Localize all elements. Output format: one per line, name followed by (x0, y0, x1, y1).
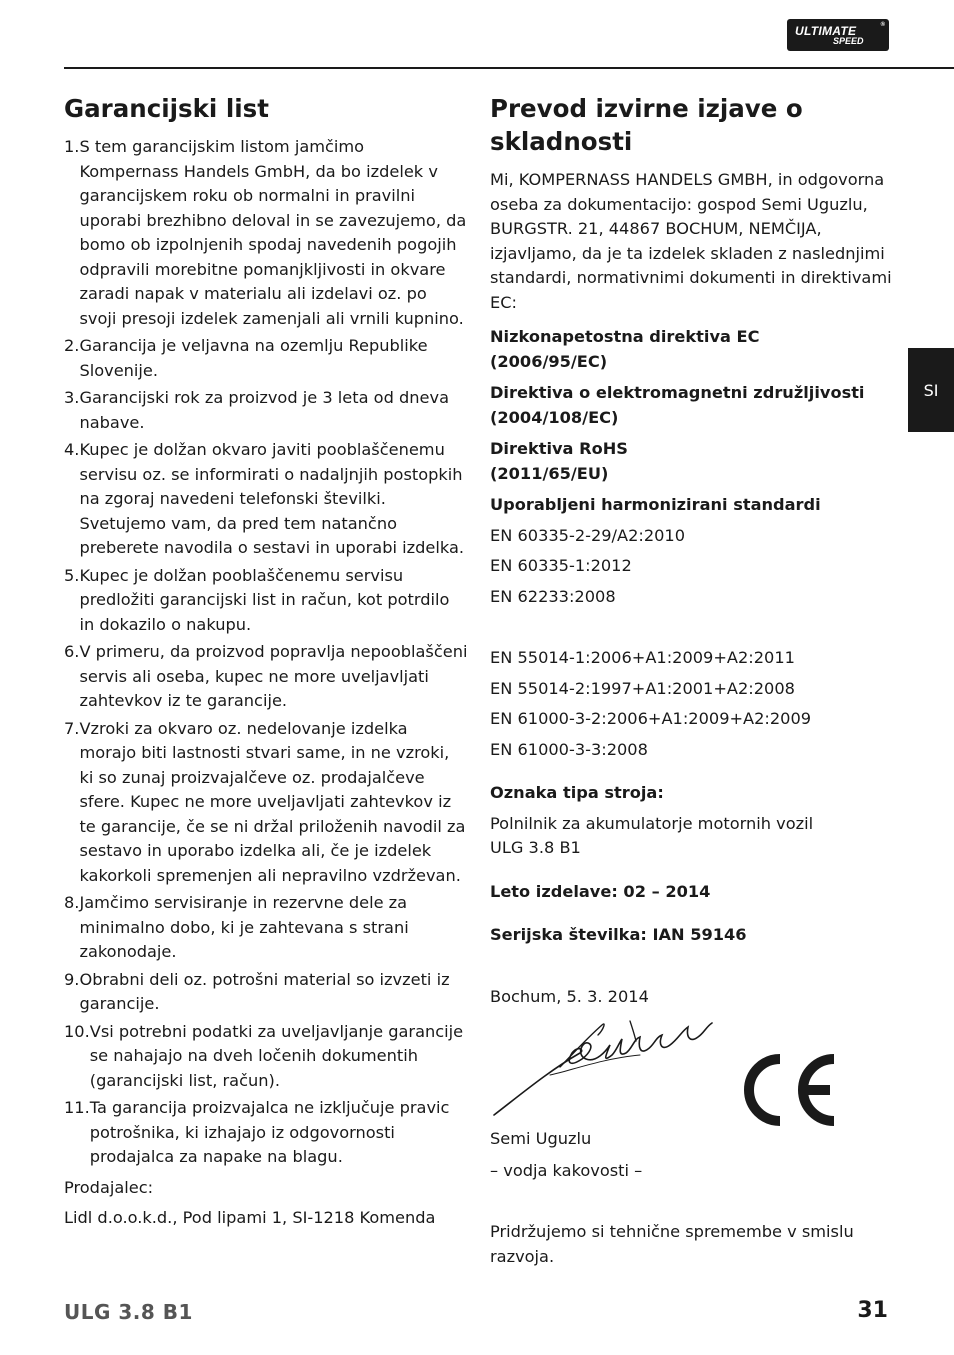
list-item: 4. Kupec je dolžan okvaro javiti pooblaščenemu servisu oz. se informirati o nadaljnjih postopkih na zgoraj navedeni telefonski številki. Svetujemo vam, da pred tem natančno preberete navodila o sestavi in uporabi izdelka. (64, 440, 465, 558)
signature-image (490, 1015, 722, 1121)
directive-code: (2011/65/EU) (490, 463, 609, 483)
standard-item: EN 55014-2:1997+A1:2001+A2:2008 (490, 678, 795, 698)
brand-logo (787, 19, 889, 51)
place-date: Bochum, 5. 3. 2014 (490, 986, 649, 1006)
list-item: 10. Vsi potrebni podatki za uveljavljanje garancije se nahajajo na dveh ločenih dokumentih (garancijski list, račun). (64, 1021, 464, 1090)
directive-name: Direktiva o elektromagnetni združljivosti (490, 383, 865, 403)
list-item: 7. Vzroki za okvaro oz. nedelovanje izdelka morajo biti lastnosti stvari same, in ne vzroki, ki so zunaj proizvajalčeve oz. prodajalčeve sfere. Kupec ne more uveljavljati zahtevkov iz te garancije, če se ni držal priloženih navodil za sestavo in uporabo izdelka ali, če je izdelek kakorkoli spremenjen ali nepravilno vzdrževan. (64, 718, 466, 885)
standard-item: EN 62233:2008 (490, 586, 616, 606)
signer-role: – vodja kakovosti – (490, 1160, 643, 1180)
declaration-intro: Mi, KOMPERNASS HANDELS GMBH, in odgovorna oseba za dokumentacijo: gospod Semi Uguzlu, BURGSTR. 21, 44867 BOCHUM, NEMČIJA, izjavljamo, da je ta izdelek skladen z naslednjimi standardi, normativnimi dokumenti in direktivami EC: (490, 170, 892, 312)
standard-item: EN 55014-1:2006+A1:2009+A2:2011 (490, 648, 795, 668)
standard-item: EN 61000-3-3:2008 (490, 739, 648, 759)
directive-name: Nizkonapetostna direktiva EC (490, 327, 760, 347)
list-item: 9. Obrabni deli oz. potrošni material so izvzeti iz garancije. (64, 969, 450, 1014)
serial-number: Serijska številka: IAN 59146 (490, 925, 747, 945)
revision-note: Pridržujemo si tehnične spremembe v smislu razvoja. (490, 1222, 854, 1266)
list-item: 6. V primeru, da proizvod popravlja nepooblaščeni servis ali oseba, kupec ne more uveljavljati zahtevkov iz te garancije. (64, 642, 468, 711)
warranty-column (64, 92, 468, 1231)
list-item: 8. Jamčimo servisiranje in rezervne dele za minimalno dobo, ki je zahtevana s strani zakonodaje. (64, 893, 409, 962)
standards-heading: Uporabljeni harmonizirani standardi (490, 495, 821, 515)
logo-line1: ULTIMATE (795, 23, 857, 38)
page-number: 31 (857, 1298, 888, 1323)
ce-mark-icon (734, 1051, 840, 1129)
warranty-list (64, 135, 468, 1170)
production-year: Leto izdelave: 02 – 2014 (490, 881, 711, 901)
list-item: 3. Garancijski rok za proizvod je 3 leta od dneva nabave. (64, 388, 449, 432)
declaration-column (490, 92, 895, 1269)
list-item: 5. Kupec je dolžan pooblaščenemu servisu predložiti garancijski list in račun, kot potrdilo in dokazilo o nakupu. (64, 565, 450, 634)
directive-code: (2006/95/EC) (490, 351, 608, 371)
standard-item: EN 61000-3-2:2006+A1:2009+A2:2009 (490, 709, 812, 729)
type-value: Polnilnik za akumulatorje motornih vozil (490, 813, 814, 833)
declaration-title: Prevod izvirne izjave o skladnosti (490, 94, 803, 157)
warranty-title: Garancijski list (64, 94, 269, 123)
list-item: 1. S tem garancijskim listom jamčimo Kompernass Handels GmbH, da bo izdelek v garancijskem roku ob normalni in pravilni uporabi brezhibno deloval in se zavezujemo, da bomo ob izpolnjenih spodaj navedenih pogojih odpravili morebitne pomanjkljivosti in okvare zaradi napak v materialu ali izdelavi oz. po svoji presoji izdelek zamenjali ali vrnili kupnino. (64, 137, 467, 328)
signature-area (490, 1009, 895, 1127)
directive-name: Direktiva RoHS (490, 439, 628, 459)
signer-name: Semi Uguzlu (490, 1129, 592, 1149)
header-rule (64, 67, 954, 69)
logo-line2: SPEED (833, 35, 864, 46)
standard-item: EN 60335-1:2012 (490, 556, 632, 576)
type-label: Oznaka tipa stroja: (490, 783, 664, 803)
seller-label: Prodajalec: (64, 1177, 154, 1197)
logo-trademark: ® (880, 22, 885, 28)
directive-code: (2004/108/EC) (490, 407, 619, 427)
list-item: 2. Garancija je veljavna na ozemlju Republike Slovenije. (64, 336, 428, 380)
seller-address: Lidl d.o.o.k.d., Pod lipami 1, SI-1218 Komenda (64, 1208, 436, 1228)
standard-item: EN 60335-2-29/A2:2010 (490, 525, 686, 545)
language-tab: SI (908, 348, 954, 432)
footer-model: ULG 3.8 B1 (64, 1300, 193, 1324)
model-value: ULG 3.8 B1 (490, 838, 581, 858)
list-item: 11. Ta garancija proizvajalca ne izključuje pravic potrošnika, ki izhajajo iz odgovornosti prodajalca za napake na blagu. (64, 1098, 450, 1167)
